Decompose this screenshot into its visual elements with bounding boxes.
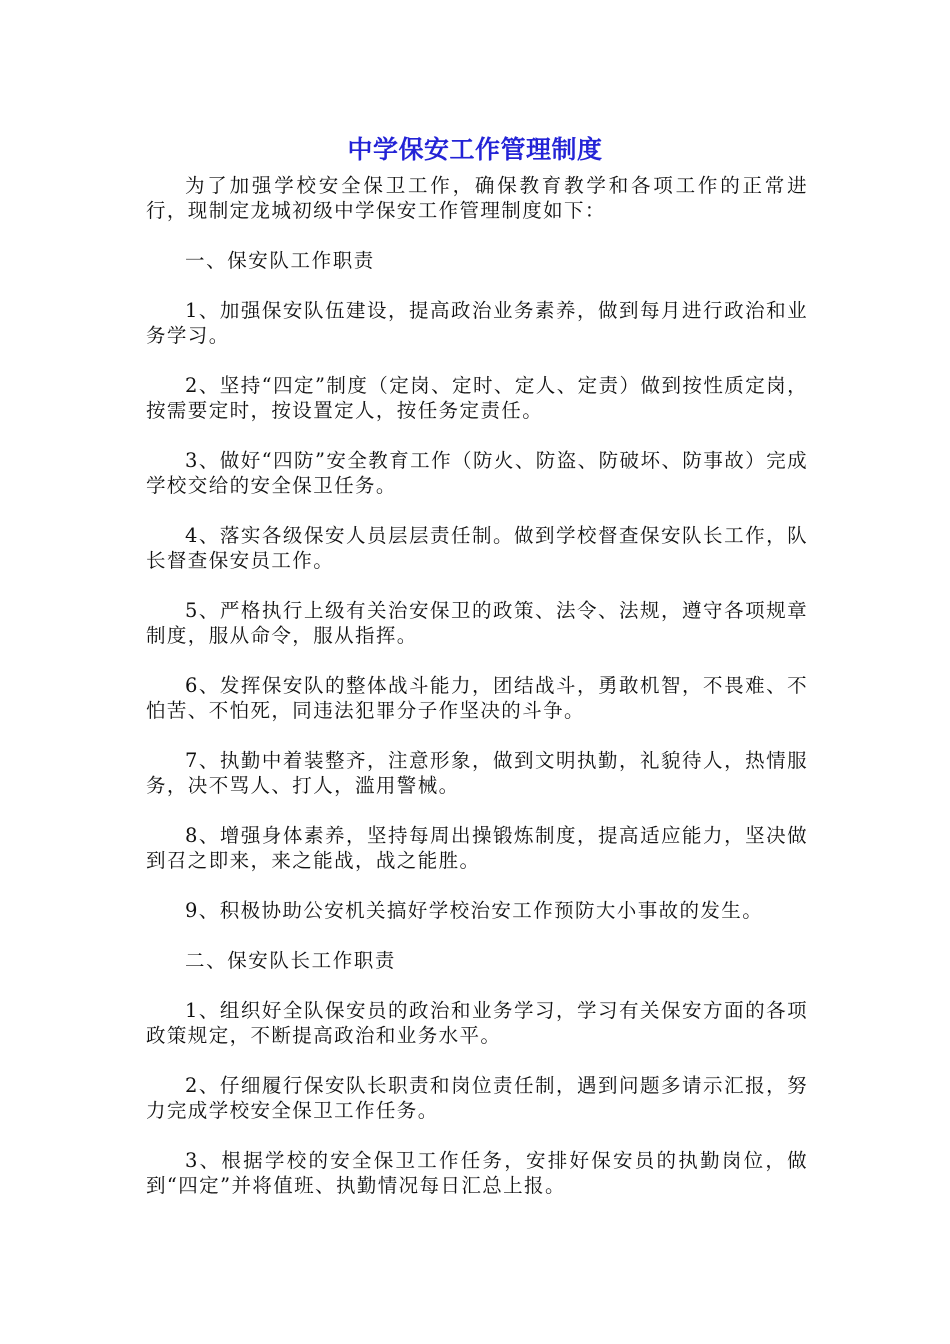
section-heading-1: 一、保安队工作职责 <box>185 249 375 272</box>
section-1-item-1: 1、加强保安队伍建设，提高政治业务素养，做到每月进行政治和业务学习。 <box>146 299 808 347</box>
section-1-item-8: 8、增强身体素养，坚持每周出操锻炼制度，提高适应能力，坚决做到召之即来，来之能战，战之能胜。 <box>146 824 808 872</box>
section-1-item-6: 6、发挥保安队的整体战斗能力，团结战斗，勇敢机智，不畏难、不怕苦、不怕死，同违法犯罪分子作坚决的斗争。 <box>146 674 808 722</box>
section-1-item-5: 5、严格执行上级有关治安保卫的政策、法令、法规，遵守各项规章制度，服从命令，服从指挥。 <box>146 599 808 647</box>
section-2-item-2: 2、仔细履行保安队长职责和岗位责任制，遇到问题多请示汇报，努力完成学校安全保卫工作任务。 <box>146 1074 808 1122</box>
intro-paragraph: 为了加强学校安全保卫工作，确保教育教学和各项工作的正常进行，现制定龙城初级中学保安工作管理制度如下： <box>146 174 808 222</box>
section-heading-2: 二、保安队长工作职责 <box>185 949 397 972</box>
section-2-item-3: 3、根据学校的安全保卫工作任务，安排好保安员的执勤岗位，做到“四定”并将值班、执勤情况每日汇总上报。 <box>146 1149 808 1197</box>
section-1-item-7: 7、执勤中着装整齐，注意形象，做到文明执勤，礼貌待人，热情服务，决不骂人、打人，滥用警械。 <box>146 749 808 797</box>
document-body <box>146 173 808 1198</box>
section-1-item-2: 2、坚持“四定”制度（定岗、定时、定人、定责）做到按性质定岗，按需要定时，按设置定人，按任务定责任。 <box>146 374 808 422</box>
section-2-item-1: 1、组织好全队保安员的政治和业务学习，学习有关保安方面的各项政策规定，不断提高政治和业务水平。 <box>146 999 808 1047</box>
section-1-item-4: 4、落实各级保安人员层层责任制。做到学校督查保安队长工作，队长督查保安员工作。 <box>146 524 808 572</box>
section-1-item-9: 9、积极协助公安机关搞好学校治安工作预防大小事故的发生。 <box>185 899 764 922</box>
section-1-item-3: 3、做好“四防”安全教育工作（防火、防盗、防破坏、防事故）完成学校交给的安全保卫任务。 <box>146 449 808 497</box>
document-title: 中学保安工作管理制度 <box>347 135 603 164</box>
